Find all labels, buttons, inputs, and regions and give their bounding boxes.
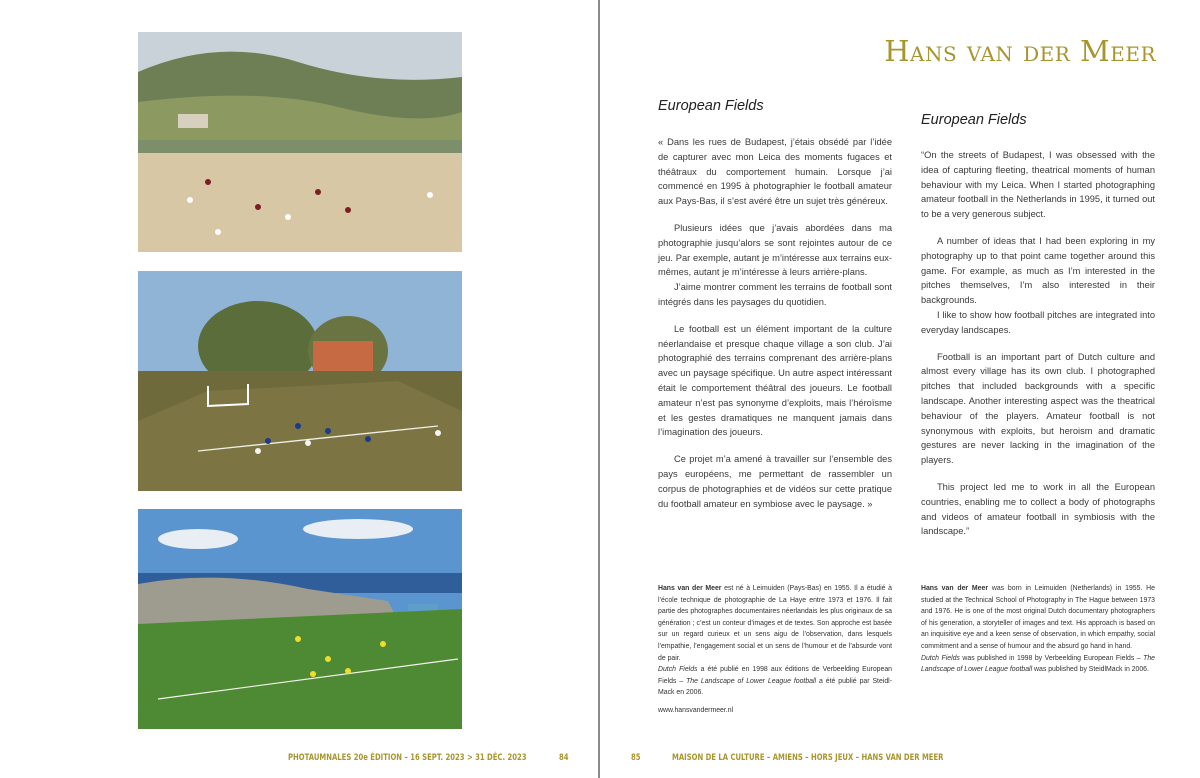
book-title-en: Dutch Fields xyxy=(921,654,960,662)
paragraph-fr: Ce projet m’a amené à travailler sur l’ensemble des pays européens, me permettant de rassembler un corpus de photographies et de vidéos sur cette pratique du football amateur en symbiose avec le paysage. » xyxy=(658,454,892,509)
text-column-en xyxy=(921,148,1155,539)
paragraph-en: “On the streets of Budapest, I was obsessed with the idea of capturing fleeting, theatrical moments of human behaviour with my Leica. When I started photographing amateur football in the Netherlands in 1995, it turned out to be a very generous subject. xyxy=(921,150,1155,220)
paragraph-fr: Le football est un élément important de la culture néerlandaise et presque chaque village a son club. J’ai photographié des terrains comprenant des arrière-plans avec un paysage spécifique. Un autre aspect intéressant était le comportement théâtral des joueurs. Le football amateur n’est pas synonyme d’exploits, mais l’héroïsme et les gestes dramatiques ne manquent jamais dans l’imagination des joueurs. xyxy=(658,323,892,438)
paragraph-en: This project led me to work in all the European countries, enabling me to collect a body of photographs and videos of amateur football in symbiosis with the landscape.” xyxy=(921,481,1155,537)
website-link[interactable]: www.hansvandermeer.nl xyxy=(658,707,734,714)
biography-fr xyxy=(658,583,892,699)
publication-note-en xyxy=(921,653,1155,676)
page-gutter xyxy=(598,0,600,778)
page-number-left: 84 xyxy=(559,753,569,763)
paragraph-fr: Plusieurs idées que j’avais abordées dans ma photographie jusqu’alors se sont rejointes autour de ce jeu. Par exemple, autant je m’intéresse aux terrains eux-mêmes, autant je m’intéresse à leurs arrière-plans. xyxy=(658,222,892,278)
subtitle-en: European Fields xyxy=(921,112,1027,128)
pub-text-fr: a été publié en 1998 aux éditions de Verbeelding European Fields – xyxy=(658,666,893,685)
book-title-fr: Dutch Fields xyxy=(658,666,698,674)
subtitle-fr: European Fields xyxy=(658,98,764,114)
bio-paragraph-fr xyxy=(658,583,892,664)
photo-hillside-pitch xyxy=(138,32,462,252)
footer-left: PHOTAUMNALES 20e ÉDITION – 16 SEPT. 2023 > 31 DÉC. 2023 xyxy=(288,753,527,763)
pub-text-en: was published by SteidlMack in 2006. xyxy=(1032,666,1149,674)
publication-note-fr xyxy=(658,664,892,699)
book-title-en: The Landscape of Lower League football xyxy=(921,654,1155,674)
text-column-fr xyxy=(658,135,892,511)
artist-title: Hans van der Meer xyxy=(884,34,1156,68)
footer-right: MAISON DE LA CULTURE – AMIENS – HORS JEUX – HANS VAN DER MEER xyxy=(672,753,944,763)
paragraph-fr: « Dans les rues de Budapest, j’étais obsédé par l’idée de capturer avec mon Leica des moments fugaces et théâtraux du comportement humain. Lorsque j’ai commencé en 1995 à photographier le football amateur aux Pays-Bas, il s’est avéré être un sujet très généreux. xyxy=(658,137,892,207)
paragraph-en: A number of ideas that I had been exploring in my photography up to that point came together around this game. For example, as much as I’m interested in the pitches themselves, I’m also interested in their backgrounds. xyxy=(921,235,1155,306)
bio-name-fr: Hans van der Meer xyxy=(658,585,722,592)
pub-text-fr: a été publié par Steidl-Mack en 2006. xyxy=(658,677,892,697)
biography-en xyxy=(921,583,1155,676)
paragraph-fr: J’aime montrer comment les terrains de football sont intégrés dans les paysages du quotidien. xyxy=(658,282,892,307)
paragraph-en: Football is an important part of Dutch culture and almost every village has its own club. I photographed pitches that included backgrounds with a specific landscape. Another interesting aspect was the theatrical behaviour of the players. Amateur football is not synonymous with exploits, but heroism and dramatic gestures are never lacking in the imagination of the players. xyxy=(921,351,1155,466)
photo-village-pitch xyxy=(138,271,462,491)
pub-text-en: was published in 1998 by Verbeelding European Fields – xyxy=(959,654,1144,662)
paragraph-en: I like to show how football pitches are integrated into everyday landscapes. xyxy=(921,309,1155,335)
bio-name-en: Hans van der Meer xyxy=(921,585,989,592)
bio-text-en: was born in Leimuiden (Netherlands) in 1955. He studied at the Technical School of Photography in The Hague between 1973 and 1976. He is one of the most original Dutch documentary photographers of his generation, a storyteller of images and text. His approach is based on an inquisitive eye and a keen sense of observation, in which empathy, social commitment and a sense of humour and the absurd go hand in hand. xyxy=(921,585,1155,650)
page-number-right: 85 xyxy=(631,753,641,763)
bio-paragraph-en xyxy=(921,583,1155,653)
book-title-fr: The Landscape of Lower League football xyxy=(686,677,817,685)
bio-text-fr: est né à Leimuiden (Pays-Bas) en 1955. Il a étudié à l’école technique de photographie de La Haye entre 1973 et 1976. Il fait partie des photographes documentaires néerlandais les plus originaux de sa génération ; c’est un conteur d’images et de textes. Son approche est basée sur un regard curieux et un sens aigu de l’observation, dans lesquels l’empathie, l’engagement social et un sens de l’humour et de l’absurde vont de pair. xyxy=(658,585,892,662)
photo-coastal-pitch xyxy=(138,509,462,729)
